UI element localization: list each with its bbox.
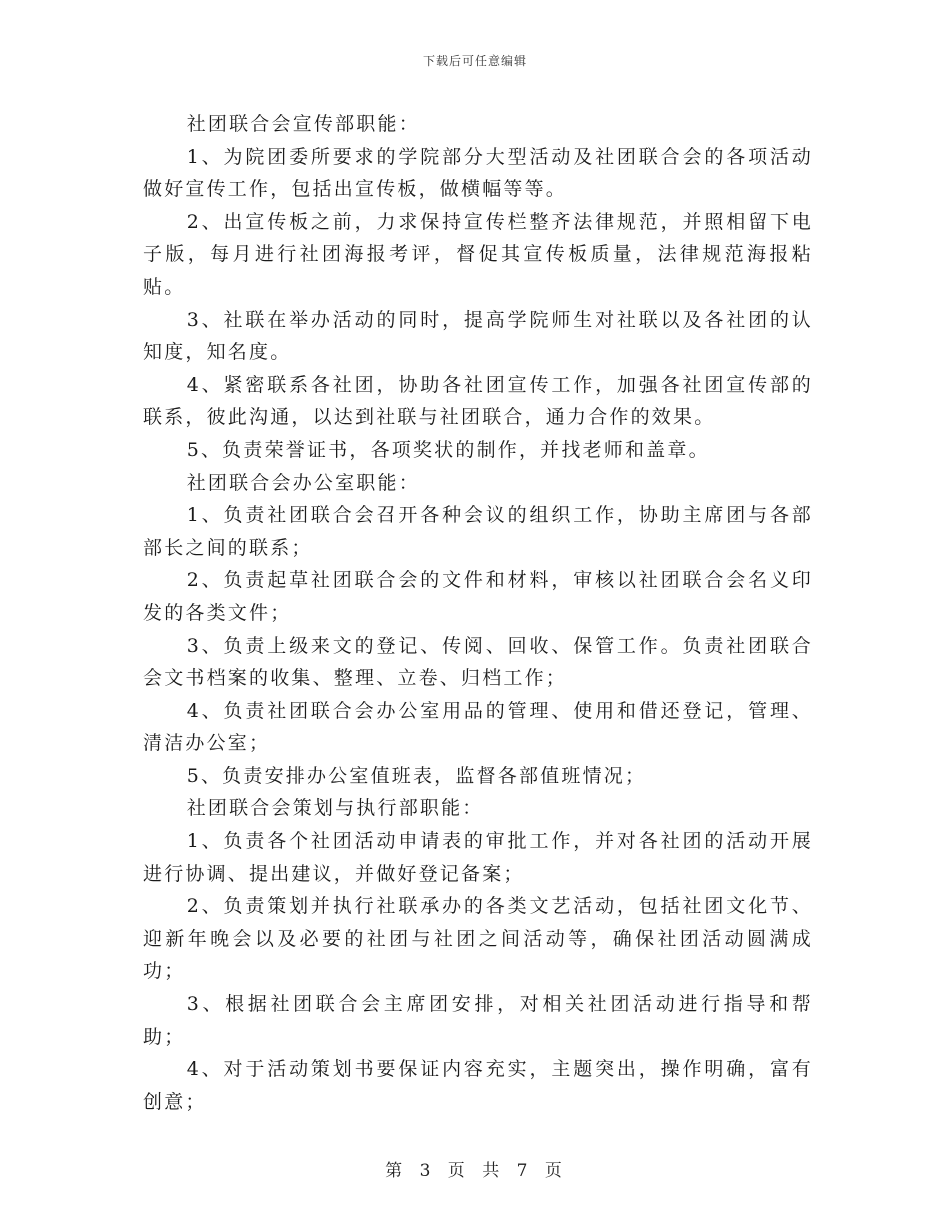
publicity-item-4: 4、紧密联系各社团，协助各社团宣传工作，加强各社团宣传部的联系，彼此沟通，以达到社联与社团联合，通力合作的效果。 [143, 373, 813, 429]
planning-item-4: 4、对于活动策划书要保证内容充实，主题突出，操作明确，富有创意； [143, 1058, 813, 1113]
planning-item-1: 1、负责各个社团活动申请表的审批工作，并对各社团的活动开展进行协调、提出建议，并做好登记备案； [143, 830, 813, 885]
office-item-2: 2、负责起草社团联合会的文件和材料，审核以社团联合会名义印发的各类文件； [143, 569, 813, 624]
office-item-1: 1、负责社团联合会召开各种会议的组织工作，协助主席团与各部部长之间的联系； [143, 504, 813, 559]
section-heading-publicity: 社团联合会宣传部职能： [186, 113, 420, 135]
publicity-item-1: 1、为院团委所要求的学院部分大型活动及社团联合会的各项活动做好宣传工作，包括出宣传板，做横幅等等。 [143, 145, 813, 201]
planning-item-2: 2、负责策划并执行社联承办的各类文艺活动，包括社团文化节、迎新年晚会以及必要的社团与社团之间活动等，确保社团活动圆满成功； [143, 895, 813, 983]
office-item-3: 3、负责上级来文的登记、传阅、回收、保管工作。负责社团联合会文书档案的收集、整理、立卷、归档工作； [143, 634, 813, 690]
office-item-5: 5、负责安排办公室值班表，监督各部值班情况； [186, 764, 647, 787]
office-item-4: 4、负责社团联合会办公室用品的管理、使用和借还登记，管理、清洁办公室； [143, 699, 813, 755]
document-body [143, 108, 813, 1118]
page-header-note: 下载后可任意编辑 [422, 54, 527, 68]
section-heading-planning: 社团联合会策划与执行部职能： [186, 797, 484, 820]
page-number-footer: 第 3 页 共 7 页 [385, 1161, 565, 1181]
publicity-item-2: 2、出宣传板之前，力求保持宣传栏整齐法律规范，并照相留下电子版，每月进行社团海报考评，督促其宣传板质量，法律规范海报粘贴。 [143, 210, 813, 298]
planning-item-3: 3、根据社团联合会主席团安排，对相关社团活动进行指导和帮助； [143, 993, 813, 1048]
section-heading-office: 社团联合会办公室职能： [186, 471, 420, 494]
publicity-item-5: 5、负责荣誉证书，各项奖状的制作，并找老师和盖章。 [186, 438, 710, 461]
publicity-item-3: 3、社联在举办活动的同时，提高学院师生对社联以及各社团的认知度，知名度。 [143, 308, 813, 364]
